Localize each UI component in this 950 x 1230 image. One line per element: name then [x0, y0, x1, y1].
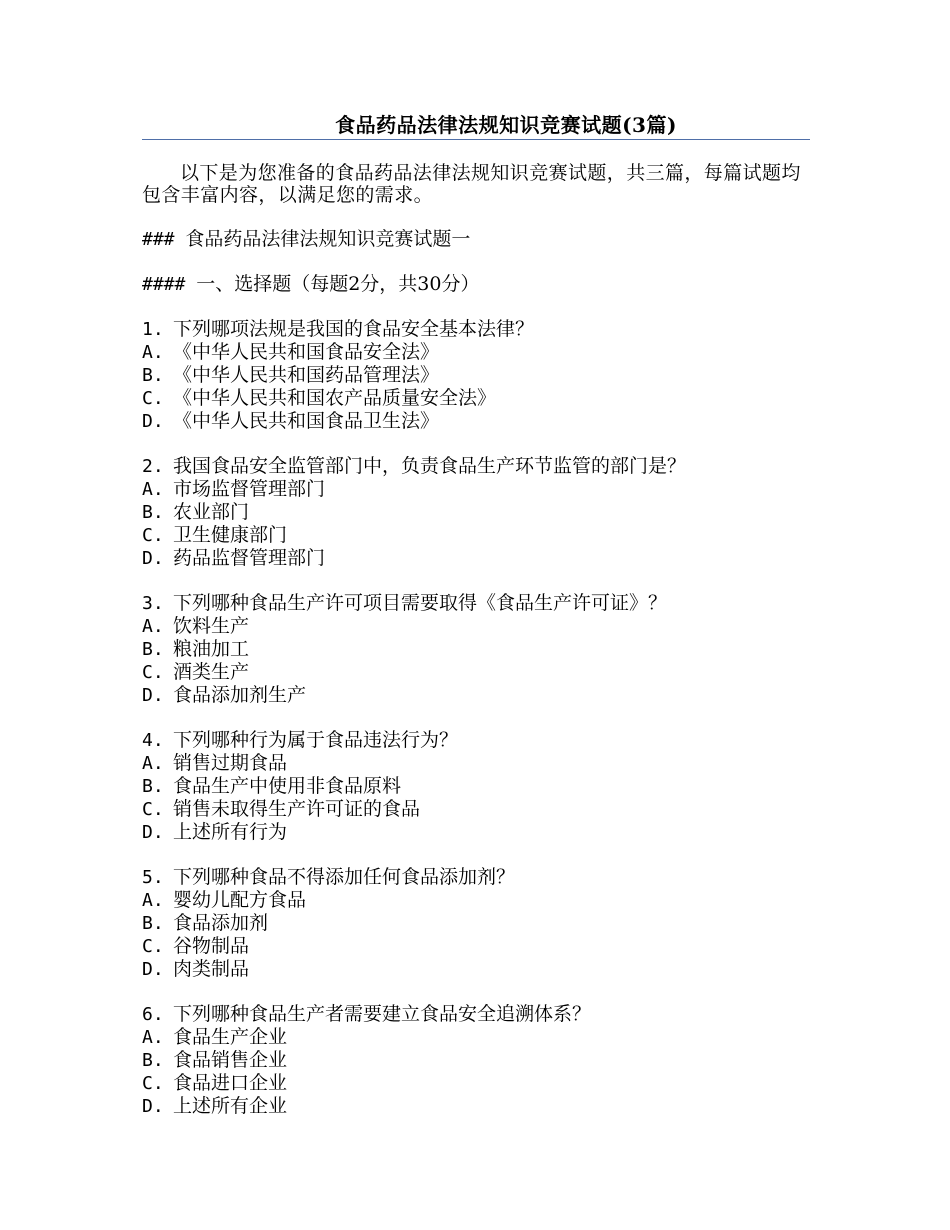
- question-text: 下列哪种食品生产者需要建立食品安全追溯体系？: [173, 1003, 592, 1025]
- option-text: 销售过期食品: [173, 752, 288, 774]
- option-text: 食品添加剂生产: [173, 684, 307, 706]
- answer-option: [142, 478, 810, 501]
- answer-option: [142, 958, 810, 981]
- question-text: 下列哪种食品生产许可项目需要取得《食品生产许可证》？: [173, 592, 668, 614]
- option-text: 农业部门: [173, 501, 250, 523]
- option-text: 食品销售企业: [173, 1049, 288, 1071]
- option-label: B.: [142, 639, 164, 660]
- option-label: D.: [142, 548, 164, 569]
- option-label: A.: [142, 616, 164, 637]
- intro-paragraph: 以下是为您准备的食品药品法律法规知识竞赛试题，共三篇，每篇试题均包含丰富内容，以满足您的需求。: [142, 162, 801, 206]
- section-heading-text: 食品药品法律法规知识竞赛试题一: [185, 228, 471, 250]
- question-item: [142, 455, 810, 570]
- option-text: 上述所有行为: [173, 821, 288, 843]
- option-text: 食品生产中使用非食品原料: [173, 775, 402, 797]
- option-text: 《中华人民共和国药品管理法》: [173, 364, 440, 386]
- answer-option: [142, 364, 810, 387]
- document-title: 食品药品法律法规知识竞赛试题(3篇): [335, 113, 677, 137]
- question-item: [142, 866, 810, 981]
- subsection-heading: [142, 273, 810, 296]
- option-label: C.: [142, 662, 164, 683]
- option-label: D.: [142, 685, 164, 706]
- question-number: 3.: [142, 593, 164, 614]
- answer-option: [142, 752, 810, 775]
- question-number: 4.: [142, 730, 164, 751]
- option-text: 谷物制品: [173, 935, 250, 957]
- answer-option: [142, 615, 810, 638]
- title-underline: [142, 139, 810, 140]
- option-label: A.: [142, 753, 164, 774]
- option-label: A.: [142, 1027, 164, 1048]
- question-list: [142, 318, 810, 1118]
- option-label: A.: [142, 342, 164, 363]
- option-text: 市场监督管理部门: [173, 478, 326, 500]
- question-number: 2.: [142, 456, 164, 477]
- option-text: 《中华人民共和国食品安全法》: [173, 341, 440, 363]
- question-stem: [142, 866, 810, 889]
- question-stem: [142, 318, 810, 341]
- question-text: 下列哪项法规是我国的食品安全基本法律？: [173, 318, 535, 340]
- answer-option: [142, 524, 810, 547]
- option-label: D.: [142, 822, 164, 843]
- question-stem: [142, 729, 810, 752]
- answer-option: [142, 684, 810, 707]
- option-text: 肉类制品: [173, 958, 250, 980]
- answer-option: [142, 1095, 810, 1118]
- answer-option: [142, 912, 810, 935]
- answer-option: [142, 661, 810, 684]
- option-label: B.: [142, 913, 164, 934]
- option-text: 粮油加工: [173, 638, 250, 660]
- option-label: A.: [142, 890, 164, 911]
- question-number: 1.: [142, 319, 164, 340]
- option-label: B.: [142, 365, 164, 386]
- option-label: D.: [142, 411, 164, 432]
- option-label: C.: [142, 388, 164, 409]
- question-item: [142, 729, 810, 844]
- question-item: [142, 592, 810, 707]
- question-text: 下列哪种食品不得添加任何食品添加剂？: [173, 866, 516, 888]
- option-label: B.: [142, 776, 164, 797]
- option-label: B.: [142, 502, 164, 523]
- question-number: 5.: [142, 867, 164, 888]
- option-label: C.: [142, 1073, 164, 1094]
- answer-option: [142, 501, 810, 524]
- option-text: 药品监督管理部门: [173, 547, 326, 569]
- answer-option: [142, 798, 810, 821]
- option-label: C.: [142, 936, 164, 957]
- answer-option: [142, 775, 810, 798]
- question-item: [142, 1003, 810, 1118]
- section-heading-marker: ###: [142, 229, 175, 250]
- option-text: 食品进口企业: [173, 1072, 288, 1094]
- question-number: 6.: [142, 1004, 164, 1025]
- document-body: [142, 162, 810, 1140]
- option-text: 婴幼儿配方食品: [173, 889, 307, 911]
- option-label: D.: [142, 1096, 164, 1117]
- option-label: C.: [142, 799, 164, 820]
- answer-option: [142, 889, 810, 912]
- option-text: 酒类生产: [173, 661, 250, 683]
- option-text: 食品生产企业: [173, 1026, 288, 1048]
- answer-option: [142, 547, 810, 570]
- question-stem: [142, 592, 810, 615]
- answer-option: [142, 341, 810, 364]
- section-heading: [142, 228, 810, 251]
- option-label: A.: [142, 479, 164, 500]
- option-label: D.: [142, 959, 164, 980]
- question-item: [142, 318, 810, 433]
- option-label: B.: [142, 1050, 164, 1071]
- option-text: 《中华人民共和国食品卫生法》: [173, 410, 440, 432]
- option-text: 《中华人民共和国农产品质量安全法》: [173, 387, 497, 409]
- option-text: 食品添加剂: [173, 912, 269, 934]
- question-stem: [142, 1003, 810, 1026]
- answer-option: [142, 410, 810, 433]
- option-text: 卫生健康部门: [173, 524, 288, 546]
- answer-option: [142, 638, 810, 661]
- subsection-heading-marker: ####: [142, 274, 186, 295]
- answer-option: [142, 1072, 810, 1095]
- subsection-heading-text: 一、选择题（每题2分，共30分）: [196, 273, 480, 295]
- answer-option: [142, 1026, 810, 1049]
- option-text: 销售未取得生产许可证的食品: [173, 798, 421, 820]
- answer-option: [142, 935, 810, 958]
- option-label: C.: [142, 525, 164, 546]
- question-text: 我国食品安全监管部门中，负责食品生产环节监管的部门是？: [173, 455, 687, 477]
- answer-option: [142, 1049, 810, 1072]
- option-text: 上述所有企业: [173, 1095, 288, 1117]
- question-stem: [142, 455, 810, 478]
- answer-option: [142, 821, 810, 844]
- answer-option: [142, 387, 810, 410]
- option-text: 饮料生产: [173, 615, 250, 637]
- question-text: 下列哪种行为属于食品违法行为？: [173, 729, 459, 751]
